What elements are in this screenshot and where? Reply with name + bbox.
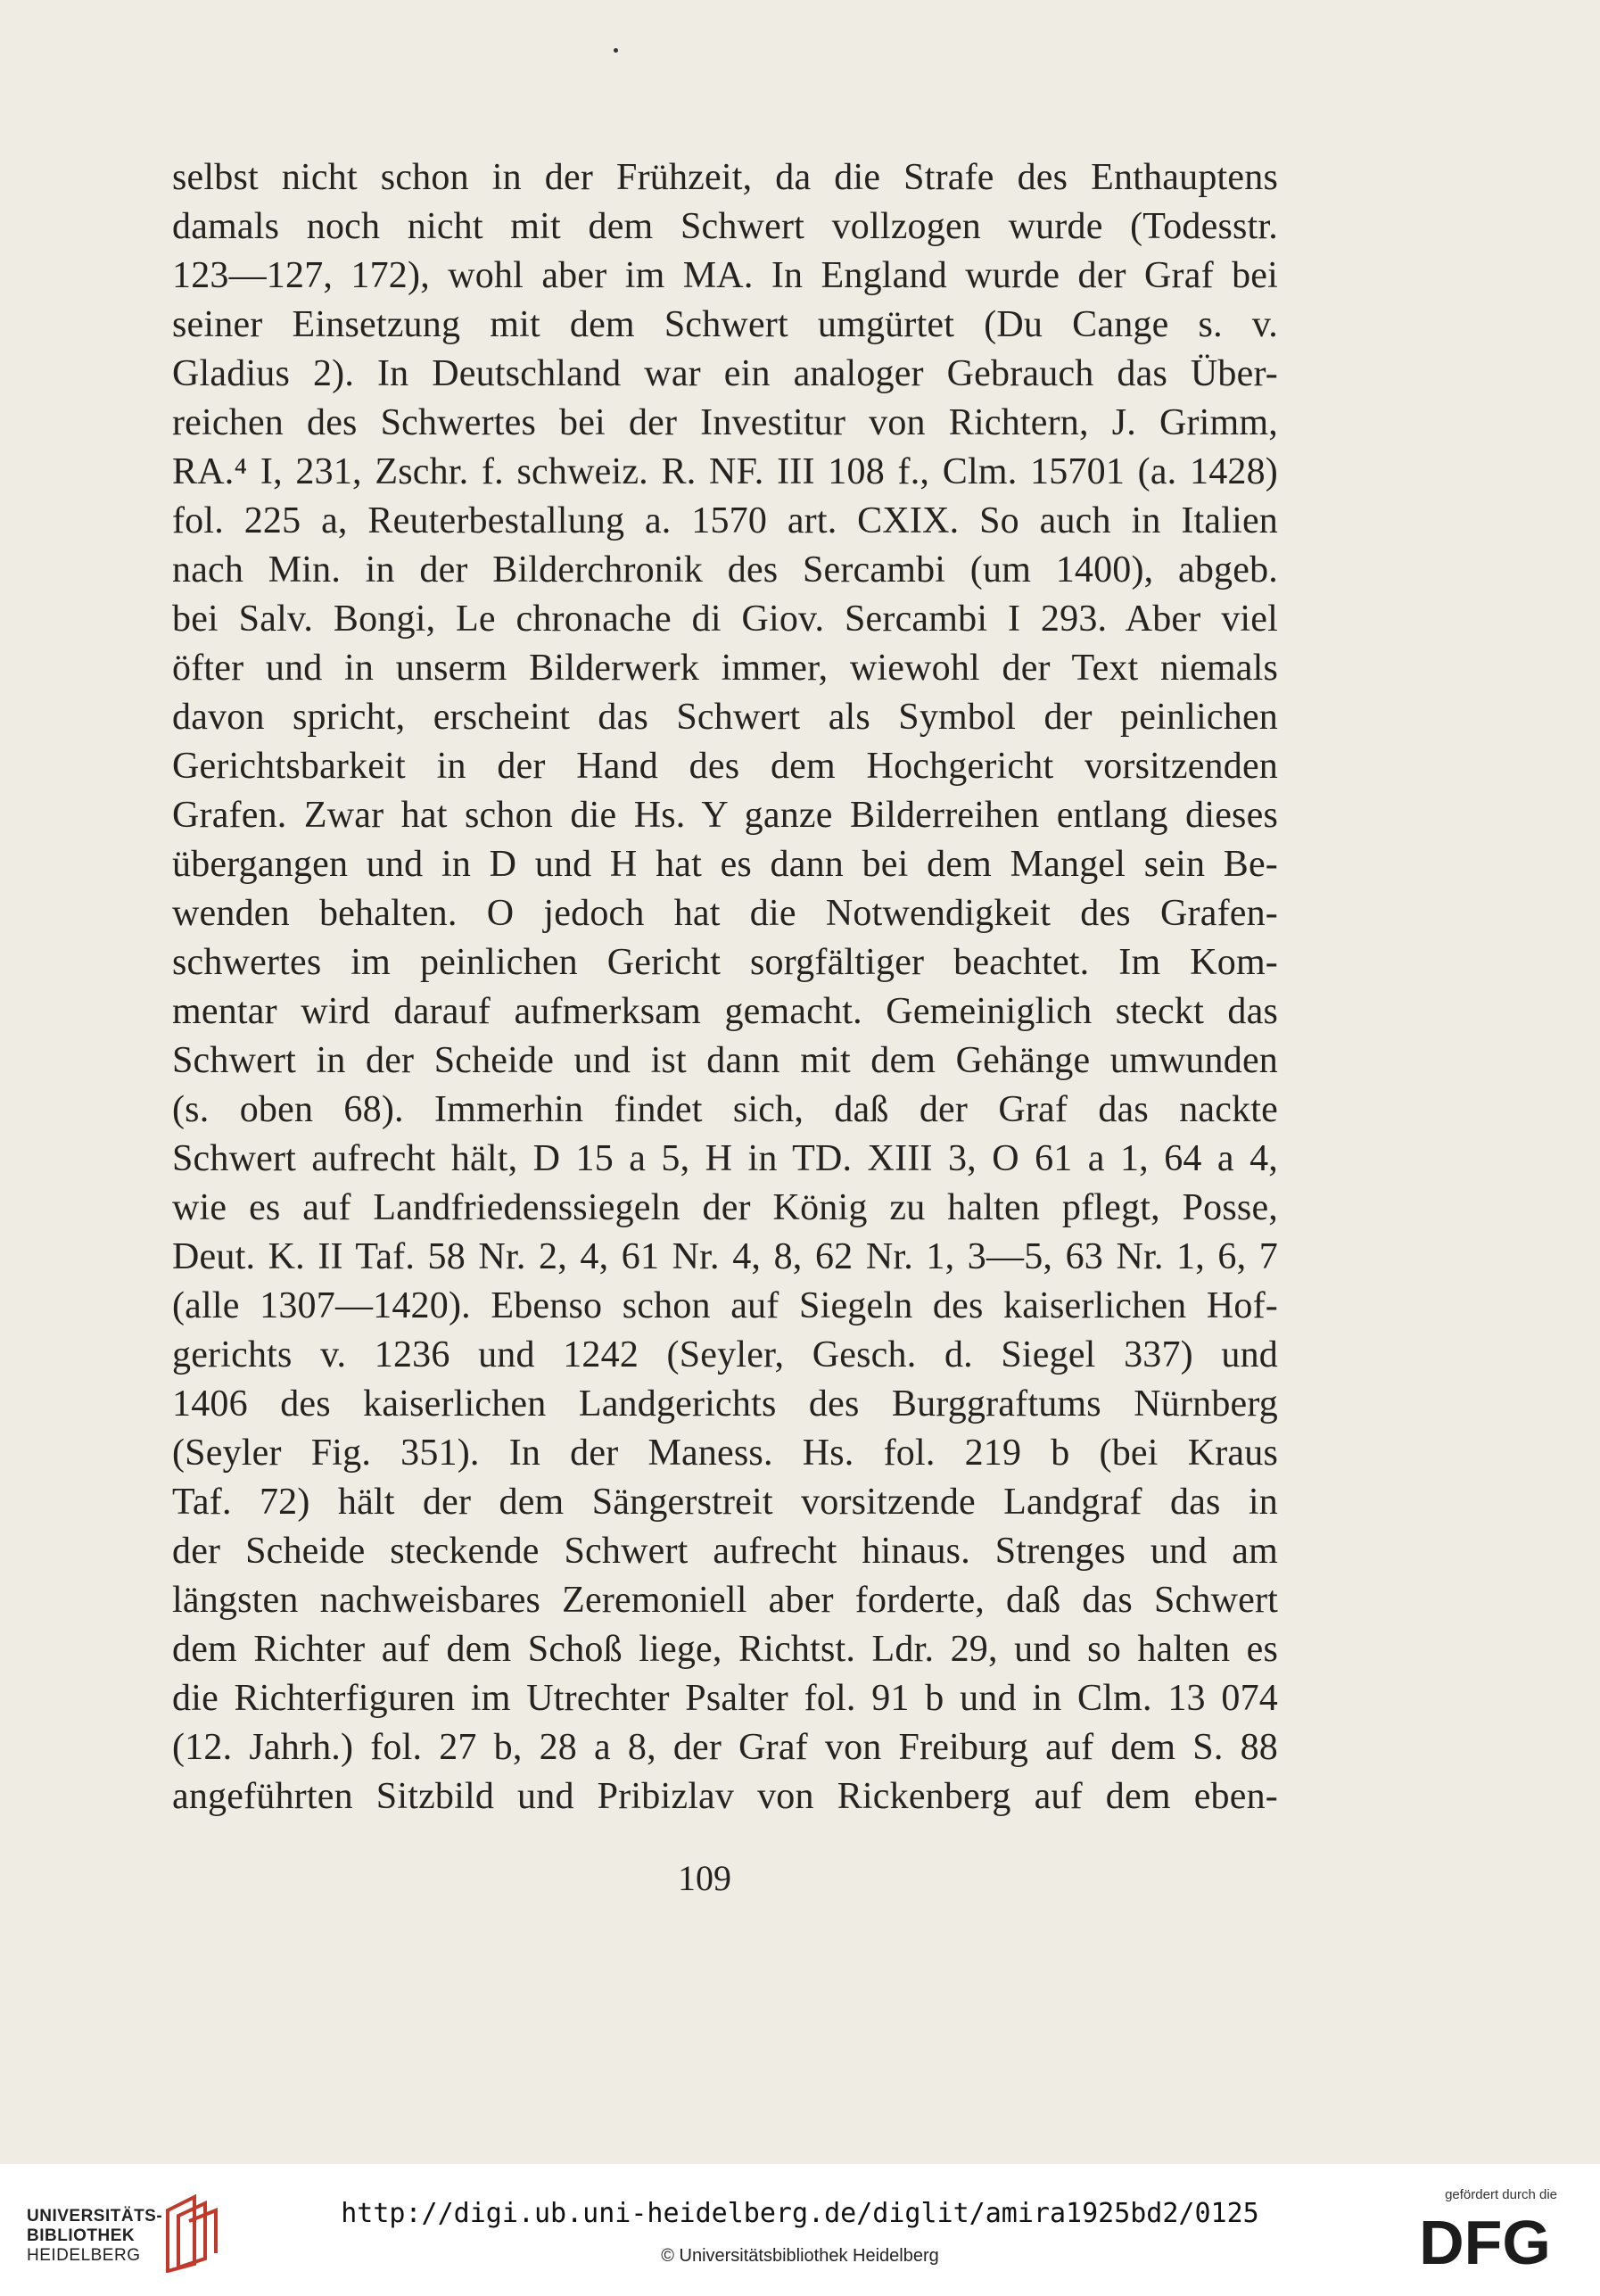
- text-line: der Scheide steckende Schwert aufrecht hinaus. Strenges und am: [172, 1531, 1278, 1572]
- text-line: 123—127, 172), wohl aber im MA. In England wurde der Graf bei: [172, 255, 1278, 296]
- text-line: angeführten Sitzbild und Pribizlav von Rickenberg auf dem eben-: [172, 1776, 1278, 1817]
- text-line: die Richterfiguren im Utrechter Psalter fol. 91 b und in Clm. 13 074: [172, 1678, 1278, 1719]
- body-text: [172, 153, 1278, 1821]
- text-line: davon spricht, erscheint das Schwert als Symbol der peinlichen: [172, 697, 1278, 738]
- text-line: längsten nachweisbares Zeremoniell aber forderte, daß das Schwert: [172, 1580, 1278, 1621]
- text-line: Schwert aufrecht hält, D 15 a 5, H in TD. XIII 3, O 61 a 1, 64 a 4,: [172, 1138, 1278, 1179]
- text-line: selbst nicht schon in der Frühzeit, da die Strafe des Enthauptens: [172, 157, 1278, 198]
- library-name-line-2: BIBLIOTHEK: [27, 2226, 136, 2245]
- library-name-line-1: UNIVERSITÄTS-: [27, 2207, 163, 2226]
- dfg-logo-text: DFG: [1419, 2208, 1551, 2276]
- text-line: RA.⁴ I, 231, Zschr. f. schweiz. R. NF. III 108 f., Clm. 15701 (a. 1428): [172, 451, 1278, 492]
- copyright-notice: © Universitätsbibliothek Heidelberg: [661, 2246, 939, 2266]
- text-line: damals noch nicht mit dem Schwert vollzogen wurde (Todesstr.: [172, 206, 1278, 247]
- document-url[interactable]: http://digi.ub.uni-heidelberg.de/diglit/amira1925bd2/0125: [341, 2198, 1259, 2229]
- text-line: Grafen. Zwar hat schon die Hs. Y ganze Bilderreihen entlang dieses: [172, 795, 1278, 836]
- text-line: Taf. 72) hält der dem Sängerstreit vorsitzende Landgraf das in: [172, 1482, 1278, 1523]
- text-line: mentar wird darauf aufmerksam gemacht. Gemeiniglich steckt das: [172, 991, 1278, 1032]
- text-line: Deut. K. II Taf. 58 Nr. 2, 4, 61 Nr. 4, 8, 62 Nr. 1, 3—5, 63 Nr. 1, 6, 7: [172, 1236, 1278, 1277]
- dfg-logo-icon[interactable]: [1409, 2205, 1561, 2276]
- text-line: (s. oben 68). Immerhin findet sich, daß der Graf das nackte: [172, 1089, 1278, 1130]
- text-line: wenden behalten. O jedoch hat die Notwendigkeit des Grafen-: [172, 893, 1278, 934]
- text-line: nach Min. in der Bilderchronik des Sercambi (um 1400), abgeb.: [172, 549, 1278, 591]
- text-line: bei Salv. Bongi, Le chronache di Giov. Sercambi I 293. Aber viel: [172, 599, 1278, 640]
- text-line: Schwert in der Scheide und ist dann mit dem Gehänge umwunden: [172, 1040, 1278, 1081]
- text-line: schwertes im peinlichen Gericht sorgfältiger beachtet. Im Kom-: [172, 942, 1278, 983]
- text-line: (Seyler Fig. 351). In der Maness. Hs. fol. 219 b (bei Kraus: [172, 1433, 1278, 1474]
- text-line: gerichts v. 1236 und 1242 (Seyler, Gesch. d. Siegel 337) und: [172, 1334, 1278, 1375]
- text-line: (alle 1307—1420). Ebenso schon auf Siegeln des kaiserlichen Hof-: [172, 1285, 1278, 1326]
- text-line: öfter und in unserm Bilderwerk immer, wiewohl der Text niemals: [172, 648, 1278, 689]
- text-line: 1406 des kaiserlichen Landgerichts des Burggraftums Nürnberg: [172, 1383, 1278, 1425]
- text-line: wie es auf Landfriedenssiegeln der König zu halten pflegt, Posse,: [172, 1187, 1278, 1228]
- page-number: 109: [678, 1858, 731, 1898]
- text-line: fol. 225 a, Reuterbestallung a. 1570 art. CXIX. So auch in Italien: [172, 500, 1278, 541]
- library-name-line-3: HEIDELBERG: [27, 2246, 141, 2265]
- text-line: Gerichtsbarkeit in der Hand des dem Hochgericht vorsitzenden: [172, 746, 1278, 787]
- funded-by-label: gefördert durch die: [1445, 2187, 1557, 2202]
- text-line: reichen des Schwertes bei der Investitur von Richtern, J. Grimm,: [172, 402, 1278, 443]
- text-line: seiner Einsetzung mit dem Schwert umgürtet (Du Cange s. v.: [172, 304, 1278, 345]
- text-line: übergangen und in D und H hat es dann bei dem Mangel sein Be-: [172, 844, 1278, 885]
- text-line: Gladius 2). In Deutschland war ein analoger Gebrauch das Über-: [172, 353, 1278, 394]
- viewer-footer: [0, 2164, 1600, 2296]
- scan-speck: [614, 48, 618, 53]
- text-line: (12. Jahrh.) fol. 27 b, 28 a 8, der Graf von Freiburg auf dem S. 88: [172, 1727, 1278, 1768]
- text-line: dem Richter auf dem Schoß liege, Richtst. Ldr. 29, und so halten es: [172, 1629, 1278, 1670]
